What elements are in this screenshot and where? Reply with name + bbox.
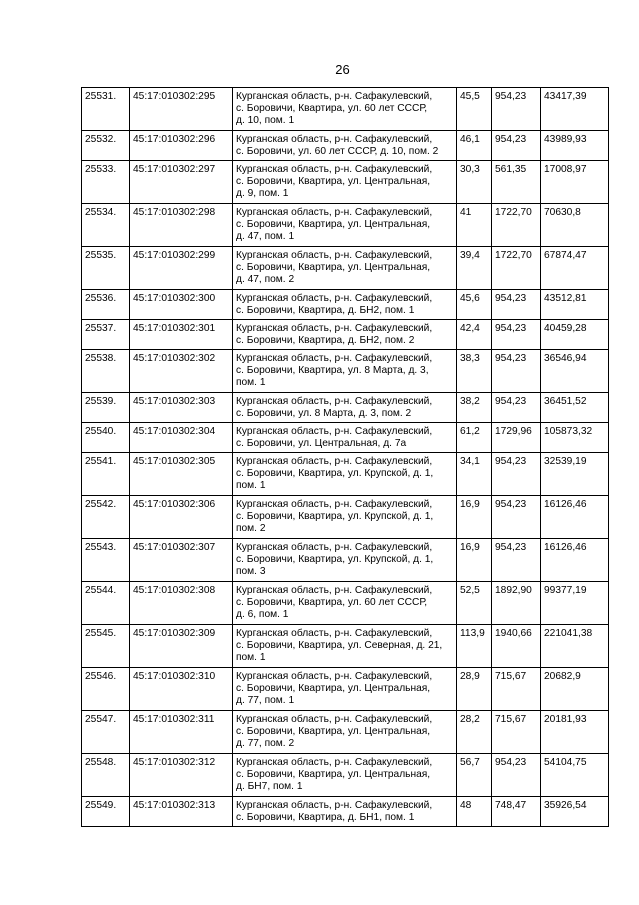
cadastral-number-cell: 45:17:010302:300 [130,290,233,320]
address-cell: Курганская область, р-н. Сафакулевский, с. Боровичи, Квартира, ул. Центральная, д. 47, пом. 1 [233,204,457,247]
table-row [82,496,609,539]
cadastral-number-cell: 45:17:010302:295 [130,88,233,131]
address-cell: Курганская область, р-н. Сафакулевский, с. Боровичи, Квартира, ул. Центральная, д. БН7, пом. 1 [233,754,457,797]
address-cell: Курганская область, р-н. Сафакулевский, с. Боровичи, Квартира, ул. Центральная, д. 9, пом. 1 [233,161,457,204]
cadastral-number-cell: 45:17:010302:297 [130,161,233,204]
area-cell: 45,6 [457,290,492,320]
cadastral-value-cell: 43417,39 [541,88,609,131]
table-row [82,393,609,423]
address-cell: Курганская область, р-н. Сафакулевский, с. Боровичи, ул. Центральная, д. 7а [233,423,457,453]
row-number-cell: 25546. [82,668,130,711]
cadastral-number-cell: 45:17:010302:298 [130,204,233,247]
cadastral-price-cell: 1729,96 [492,423,541,453]
cadastral-price-cell: 1940,66 [492,625,541,668]
table-row [82,161,609,204]
area-cell: 28,9 [457,668,492,711]
row-number-cell: 25545. [82,625,130,668]
cadastral-number-cell: 45:17:010302:301 [130,320,233,350]
cadastral-number-cell: 45:17:010302:313 [130,797,233,827]
page-number: 26 [335,62,350,77]
table-row [82,423,609,453]
table-row [82,625,609,668]
row-number-cell: 25539. [82,393,130,423]
cadastral-number-cell: 45:17:010302:309 [130,625,233,668]
table-row [82,290,609,320]
address-cell: Курганская область, р-н. Сафакулевский, с. Боровичи, ул. 8 Марта, д. 3, пом. 2 [233,393,457,423]
address-cell: Курганская область, р-н. Сафакулевский, с. Боровичи, Квартира, д. БН2, пом. 2 [233,320,457,350]
row-number-cell: 25538. [82,350,130,393]
row-number-cell: 25540. [82,423,130,453]
address-cell: Курганская область, р-н. Сафакулевский, с. Боровичи, Квартира, ул. Крупской, д. 1, пом. 3 [233,539,457,582]
area-cell: 30,3 [457,161,492,204]
row-number-cell: 25535. [82,247,130,290]
cadastral-number-cell: 45:17:010302:307 [130,539,233,582]
cadastral-number-cell: 45:17:010302:312 [130,754,233,797]
table-row [82,247,609,290]
row-number-cell: 25541. [82,453,130,496]
cadastral-value-cell: 20181,93 [541,711,609,754]
cadastral-value-cell: 35926,54 [541,797,609,827]
area-cell: 45,5 [457,88,492,131]
area-cell: 34,1 [457,453,492,496]
cadastral-value-cell: 43989,93 [541,131,609,161]
property-table [81,87,609,827]
address-cell: Курганская область, р-н. Сафакулевский, с. Боровичи, Квартира, ул. 8 Марта, д. 3, пом. 1 [233,350,457,393]
table-row [82,204,609,247]
cadastral-value-cell: 67874,47 [541,247,609,290]
address-cell: Курганская область, р-н. Сафакулевский, с. Боровичи, Квартира, д. БН1, пом. 1 [233,797,457,827]
cadastral-value-cell: 43512,81 [541,290,609,320]
table-row [82,350,609,393]
address-cell: Курганская область, р-н. Сафакулевский, с. Боровичи, Квартира, ул. Центральная, д. 77, пом. 1 [233,668,457,711]
area-cell: 41 [457,204,492,247]
cadastral-number-cell: 45:17:010302:302 [130,350,233,393]
row-number-cell: 25544. [82,582,130,625]
row-number-cell: 25547. [82,711,130,754]
row-number-cell: 25534. [82,204,130,247]
cadastral-number-cell: 45:17:010302:299 [130,247,233,290]
table-row [82,711,609,754]
cadastral-price-cell: 954,23 [492,320,541,350]
cadastral-price-cell: 954,23 [492,88,541,131]
table-row [82,582,609,625]
cadastral-number-cell: 45:17:010302:303 [130,393,233,423]
row-number-cell: 25537. [82,320,130,350]
cadastral-number-cell: 45:17:010302:305 [130,453,233,496]
cadastral-value-cell: 36546,94 [541,350,609,393]
cadastral-number-cell: 45:17:010302:306 [130,496,233,539]
area-cell: 46,1 [457,131,492,161]
table-row [82,131,609,161]
cadastral-value-cell: 70630,8 [541,204,609,247]
table-row [82,668,609,711]
address-cell: Курганская область, р-н. Сафакулевский, с. Боровичи, Квартира, ул. Крупской, д. 1, пом. 2 [233,496,457,539]
cadastral-price-cell: 1722,70 [492,204,541,247]
address-cell: Курганская область, р-н. Сафакулевский, с. Боровичи, ул. 60 лет СССР, д. 10, пом. 2 [233,131,457,161]
cadastral-price-cell: 748,47 [492,797,541,827]
address-cell: Курганская область, р-н. Сафакулевский, с. Боровичи, Квартира, ул. 60 лет СССР, д. 10, пом. 1 [233,88,457,131]
table-row [82,797,609,827]
cadastral-price-cell: 715,67 [492,711,541,754]
area-cell: 16,9 [457,539,492,582]
cadastral-price-cell: 1892,90 [492,582,541,625]
area-cell: 56,7 [457,754,492,797]
cadastral-number-cell: 45:17:010302:308 [130,582,233,625]
cadastral-value-cell: 20682,9 [541,668,609,711]
area-cell: 61,2 [457,423,492,453]
cadastral-value-cell: 99377,19 [541,582,609,625]
cadastral-value-cell: 16126,46 [541,496,609,539]
cadastral-price-cell: 561,35 [492,161,541,204]
area-cell: 39,4 [457,247,492,290]
row-number-cell: 25531. [82,88,130,131]
address-cell: Курганская область, р-н. Сафакулевский, с. Боровичи, Квартира, ул. Северная, д. 21, пом. 1 [233,625,457,668]
cadastral-value-cell: 40459,28 [541,320,609,350]
row-number-cell: 25549. [82,797,130,827]
area-cell: 42,4 [457,320,492,350]
area-cell: 28,2 [457,711,492,754]
area-cell: 48 [457,797,492,827]
area-cell: 38,3 [457,350,492,393]
cadastral-number-cell: 45:17:010302:310 [130,668,233,711]
table-row [82,754,609,797]
address-cell: Курганская область, р-н. Сафакулевский, с. Боровичи, Квартира, д. БН2, пом. 1 [233,290,457,320]
table-row [82,88,609,131]
area-cell: 113,9 [457,625,492,668]
row-number-cell: 25532. [82,131,130,161]
row-number-cell: 25548. [82,754,130,797]
row-number-cell: 25536. [82,290,130,320]
table-row [82,320,609,350]
cadastral-number-cell: 45:17:010302:296 [130,131,233,161]
cadastral-value-cell: 221041,38 [541,625,609,668]
cadastral-value-cell: 16126,46 [541,539,609,582]
cadastral-price-cell: 954,23 [492,131,541,161]
cadastral-value-cell: 17008,97 [541,161,609,204]
address-cell: Курганская область, р-н. Сафакулевский, с. Боровичи, Квартира, ул. Центральная, д. 47, пом. 2 [233,247,457,290]
cadastral-price-cell: 715,67 [492,668,541,711]
cadastral-value-cell: 105873,32 [541,423,609,453]
cadastral-number-cell: 45:17:010302:304 [130,423,233,453]
cadastral-price-cell: 954,23 [492,539,541,582]
cadastral-price-cell: 1722,70 [492,247,541,290]
cadastral-price-cell: 954,23 [492,393,541,423]
cadastral-price-cell: 954,23 [492,453,541,496]
cadastral-price-cell: 954,23 [492,496,541,539]
cadastral-price-cell: 954,23 [492,290,541,320]
area-cell: 16,9 [457,496,492,539]
row-number-cell: 25543. [82,539,130,582]
address-cell: Курганская область, р-н. Сафакулевский, с. Боровичи, Квартира, ул. Центральная, д. 77, пом. 2 [233,711,457,754]
cadastral-value-cell: 36451,52 [541,393,609,423]
row-number-cell: 25542. [82,496,130,539]
area-cell: 52,5 [457,582,492,625]
area-cell: 38,2 [457,393,492,423]
cadastral-price-cell: 954,23 [492,350,541,393]
row-number-cell: 25533. [82,161,130,204]
address-cell: Курганская область, р-н. Сафакулевский, с. Боровичи, Квартира, ул. 60 лет СССР, д. 6, пом. 1 [233,582,457,625]
cadastral-price-cell: 954,23 [492,754,541,797]
table-row [82,453,609,496]
cadastral-value-cell: 54104,75 [541,754,609,797]
cadastral-value-cell: 32539,19 [541,453,609,496]
address-cell: Курганская область, р-н. Сафакулевский, с. Боровичи, Квартира, ул. Крупской, д. 1, пом. 1 [233,453,457,496]
cadastral-number-cell: 45:17:010302:311 [130,711,233,754]
table-row [82,539,609,582]
